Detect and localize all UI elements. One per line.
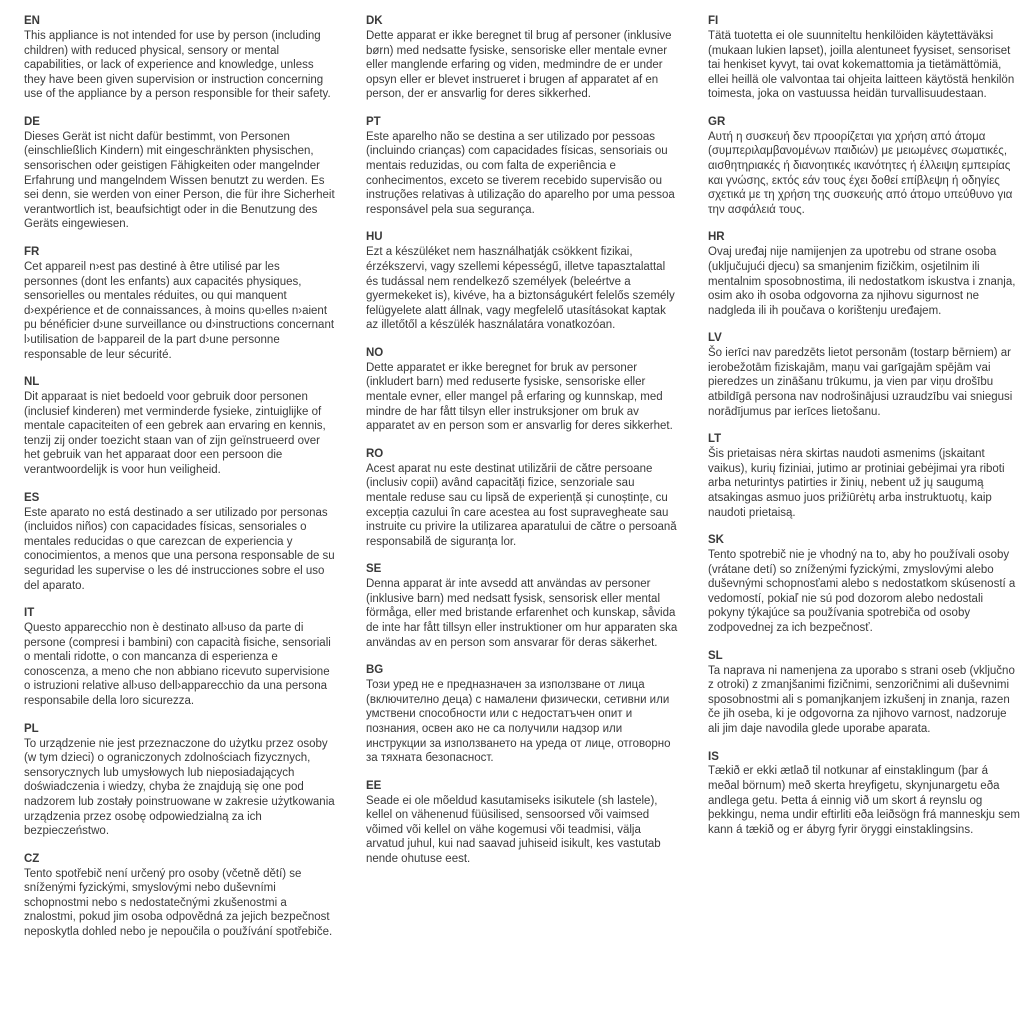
language-text: This appliance is not intended for use by person (including children) with reduced physical, sensory or mental capabilities, or lack of experience and knowledge, unless they have been given supervision or instruction concerning use of the appliance by a person responsible for their safety.	[24, 29, 331, 101]
language-section-bg	[366, 663, 678, 766]
language-text: Acest aparat nu este destinat utilizării de către persoane (inclusiv copii) având capacități fizice, senzoriale sau mentale reduse sau cu lipsă de experiență și cunoștințe, cu excepția cazului în care acestea au fost supravegheate sau instruite cu privire la utilizarea aparatului de către o persoană responsabilă de siguranța lor.	[366, 462, 677, 548]
language-code: HR	[708, 231, 725, 244]
language-code: IS	[708, 750, 719, 763]
language-code: LT	[708, 433, 722, 446]
language-section-fr	[24, 245, 336, 362]
language-code: GR	[708, 115, 726, 128]
language-text: Dieses Gerät ist nicht dafür bestimmt, von Personen (einschließlich Kindern) mit eingeschränkten physischen, sensorischen oder geistigen Fähigkeiten oder mangelnder Erfahrung und mangelndem Wissen benutzt zu werden. Es sei denn, sie werden von einer Person, die für ihre Sicherheit verantwortlich ist, beaufsichtigt oder in die Benutzung des Geräts eingewiesen.	[24, 130, 335, 231]
language-code: ES	[24, 491, 40, 504]
language-section-hr	[708, 230, 1020, 318]
language-text: Tento spotrebič nie je vhodný na to, aby ho používali osoby (vrátane detí) so zníženými fyzickými, zmyslovými alebo duševnými schopnosťami alebo s nedostatkom skúseností a vedomostí, pokiaľ nie sú pod dozorom alebo nedostali pokyny týkajúce sa používania spotrebiča od osoby zodpovednej za ich bezpečnosť.	[708, 549, 1016, 635]
language-code: DE	[24, 115, 40, 128]
column-1	[24, 14, 336, 953]
language-text: Denna apparat är inte avsedd att användas av personer (inklusive barn) med nedsatt fysisk, sensorisk eller mental förmåga, eller med bristande erfarenhet och kunskap, såvida de inte har fått tillsyn eller instruktioner om hur apparaten ska användas av en person som ansvarar för deras säkerhet.	[366, 578, 678, 649]
language-code: PT	[366, 115, 381, 128]
language-section-hu	[366, 230, 678, 333]
language-text: Seade ei ole mõeldud kasutamiseks isikutele (sh lastele), kellel on vähenenud füüsilised, sensoorsed või vaimsed võimed või kellel on vähe kogemusi või teadmisi, välja arvatud juhul, kui nad saavad juhiseid isikult, kes vastutab nende ohutuse eest.	[366, 794, 661, 866]
language-section-gr	[708, 115, 1020, 218]
language-code: SL	[708, 649, 723, 662]
language-section-nl	[24, 375, 336, 478]
language-text: Ezt a készüléket nem használhatják csökkent fizikai, érzékszervi, vagy szellemi képességű, illetve tapasztalattal és tudással nem rendelkező személyek (beleértve a gyermekeket is), kivéve, ha a biztonságukért felelős személy felügyelete alatt állnak, vagy megfelelő utasításokat kaptak az illetőtől a készülék használatára vonatkozóan.	[366, 246, 675, 332]
language-text: Ta naprava ni namenjena za uporabo s strani oseb (vključno z otroki) z zmanjšanimi fizičnimi, senzoričnimi ali duševnimi sposobnostmi ali s pomanjkanjem izkušenj in znanja, razen če jih oseba, ki je odgovorna za njihovo varnost, nadzoruje ali jim daje navodila glede uporabe aparata.	[708, 664, 1015, 735]
language-code: RO	[366, 447, 384, 460]
language-text: Dette apparat er ikke beregnet til brug af personer (inklusive børn) med nedsatte fysiske, sensoriske eller mentale evner eller manglende erfaring og viden, medmindre de er under opsyn eller er blevet instrueret i brugen af apparatet af en person, der er ansvarlig for deres sikkerhed.	[366, 29, 672, 101]
language-section-it	[24, 606, 336, 709]
language-section-se	[366, 562, 678, 650]
language-text: Dit apparaat is niet bedoeld voor gebruik door personen (inclusief kinderen) met verminderde fysieke, zintuiglijke of mentale capaciteiten of een gebrek aan ervaring en kennis, tenzij zij onder toezicht staan van of zijn geïnstrueerd over het gebruik van het apparaat door een persoon die verantwoordelijk is voor hun veiligheid.	[24, 391, 326, 476]
column-3	[708, 14, 1020, 953]
language-section-pt	[366, 115, 678, 218]
language-text: To urządzenie nie jest przeznaczone do użytku przez osoby (w tym dzieci) o ograniczonych zdolnościach fizycznych, sensorycznych lub umysłowych lub nieposiadających doświadczenia i wiedzy, chyba że znajdują się one pod nadzorem lub zostały poinstruowane w zakresie użytkowania urządzenia przez osobę odpowiedzialną za ich bezpieczeństwo.	[24, 737, 335, 838]
language-text: Αυτή η συσκευή δεν προορίζεται για χρήση από άτομα (συμπεριλαμβανομένων παιδιών) με μειωμένες σωματικές, αισθητηριακές ή διανοητικές ικανότητες ή έλλειψη εμπειρίας και γνώσης, εκτός εάν τους έχει δοθεί επίβλεψη ή οδηγίες σχετικά με τη χρήση της συσκευής από άτομο υπεύθυνο για την ασφάλειά τους.	[708, 130, 1013, 216]
language-code: SE	[366, 563, 382, 576]
language-section-ee	[366, 779, 678, 867]
language-code: NO	[366, 346, 384, 359]
language-section-cz	[24, 852, 336, 940]
language-section-ro	[366, 447, 678, 550]
language-code: HU	[366, 231, 383, 244]
language-code: DK	[366, 15, 383, 27]
language-section-lt	[708, 432, 1020, 520]
language-code: SK	[708, 534, 724, 547]
language-code: BG	[366, 664, 384, 677]
language-code: LV	[708, 332, 722, 345]
language-section-de	[24, 115, 336, 232]
language-code: NL	[24, 376, 40, 389]
language-text: Dette apparatet er ikke beregnet for bruk av personer (inkludert barn) med reduserte fysiske, sensoriske eller mentale evner, eller mangel på erfaring og kunnskap, med mindre de har fått tilsyn eller instruksjoner om bruk av apparatet av en person som er ansvarlig for deres sikkerhet.	[366, 361, 673, 433]
language-text: Este aparelho não se destina a ser utilizado por pessoas (incluindo crianças) com capacidades físicas, sensoriais ou mentais reduzidas, ou com falta de experiência e conhecimentos, exceto se tiverem recebido supervisão ou instruções relativas à utilização do aparelho por uma pessoa responsável pela sua segurança.	[366, 130, 675, 216]
language-code: FR	[24, 246, 40, 258]
language-text: Cet appareil n›est pas destiné à être utilisé par les personnes (dont les enfants) aux capacités physiques, sensorielles ou mentales réduites, ou qui manquent d›expérience et de connaissances, à moins qu›elles n›aient pu bénéficier d›une surveillance ou d›instructions concernant l›utilisation de l›appareil de la part d›une personne responsable de leur sécurité.	[24, 260, 335, 361]
language-code: PL	[24, 722, 39, 735]
language-text: Tækið er ekki ætlað til notkunar af einstaklingum (þar á meðal börnum) með skerta hreyfigetu, skynjunargetu eða andlega getu. Þetta á einnig við um skort á reynslu og þekkingu, nema undir eftirliti eða leiðsögn frá manneskju sem kann á tækið og er ábyrg fyrir öryggi einstaklingsins.	[708, 765, 1020, 836]
language-text: Šo ierīci nav paredzēts lietot personām (tostarp bērniem) ar ierobežotām fiziskajām, maņu vai garīgajām spējām vai pieredzes un zināšanu trūkumu, ja vien par viņu drošību atbildīgā persona nav nodrošinājusi uzraudzību vai sniegusi norādījumus par ierīces lietošanu.	[708, 347, 1013, 418]
language-code: IT	[24, 607, 35, 620]
language-text: Este aparato no está destinado a ser utilizado por personas (incluidos niños) con capacidades físicas, sensoriales o mentales reducidas o que carezcan de experiencia y conocimientos, a menos que una persona responsable de su seguridad les supervise o les dé instrucciones sobre el uso del aparato.	[24, 506, 335, 592]
language-section-es	[24, 491, 336, 594]
language-section-is	[708, 750, 1020, 838]
language-section-dk	[366, 14, 678, 102]
language-text: Този уред не е предназначен за използване от лица (включително деца) с намалени физически, сетивни или умствени способности или с недостатъчен опит и познания, освен ако не са получили надзор или инструкции за използването на уреда от лице, отговорно за тяхната безопасност.	[366, 679, 671, 765]
language-text: Ovaj uređaj nije namijenjen za upotrebu od strane osoba (uključujući djecu) sa smanjenim fizičkim, osjetilnim ili mentalnim sposobnostima, ili nedostatkom iskustva i znanja, osim ako ih osoba odgovorna za njihovu sigurnost ne nadgleda ili ih poučava o korištenju uređajem.	[708, 246, 1016, 317]
language-section-sk	[708, 533, 1020, 636]
language-section-fi	[708, 14, 1020, 102]
column-2	[366, 14, 678, 953]
language-section-sl	[708, 649, 1020, 737]
language-code: EN	[24, 15, 40, 27]
language-section-no	[366, 346, 678, 434]
language-text: Tento spotřebič není určený pro osoby (včetně dětí) se sníženými fyzickými, smyslovými nebo duševními schopnostmi nebo s nedostatečnými zkušenostmi a znalostmi, pokud jim osoba odpovědná za jejich bezpečnost neposkytla dohled nebo je nepoučila o používání spotřebiče.	[24, 867, 333, 938]
language-code: CZ	[24, 852, 40, 865]
language-section-pl	[24, 722, 336, 839]
language-text: Tätä tuotetta ei ole suunniteltu henkilöiden käytettäväksi (mukaan lukien lapset), joilla alentuneet fyysiset, sensoriset tai henkiset kyvyt, tai ovat kokemattomia ja tietämättömiä, ellei heillä ole valvontaa tai ohjeita laitteen käytöstä henkilön toimesta, joka on vastuussa heidän turvallisuudestaan.	[708, 29, 1015, 101]
language-text: Questo apparecchio non è destinato all›uso da parte di persone (compresi i bambini) con capacità fisiche, sensoriali o mentali ridotte, o con mancanza di esperienza e conoscenza, a meno che non abbiano ricevuto supervisione o istruzioni relative all›uso dell›apparecchio da una persona responsabile della loro sicurezza.	[24, 622, 331, 707]
language-text: Šis prietaisas nėra skirtas naudoti asmenims (įskaitant vaikus), kurių fiziniai, jutimo ar protiniai gebėjimai yra riboti arba neturintys patirties ir žinių, nebent už jų saugumą atsakingas asmuo juos prižiūrėtų arba instruktuotų, kaip naudoti prietaisą.	[708, 448, 1005, 519]
language-section-en	[24, 14, 336, 102]
language-section-lv	[708, 331, 1020, 419]
language-code: EE	[366, 779, 382, 792]
language-code: FI	[708, 15, 719, 27]
